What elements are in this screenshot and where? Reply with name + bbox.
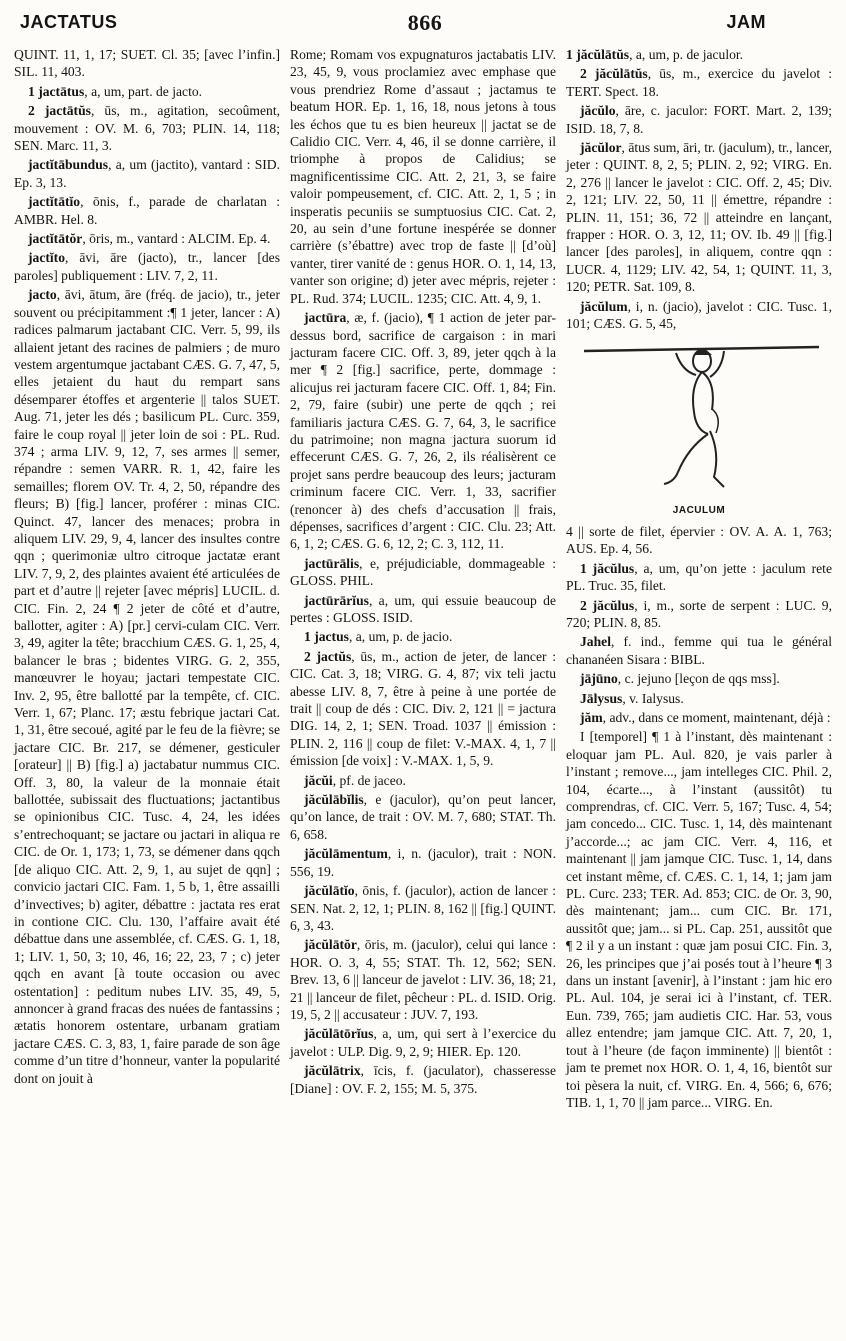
page-number: 866 bbox=[407, 10, 443, 35]
page-header bbox=[14, 6, 836, 46]
left-running-head: JACTATUS bbox=[20, 12, 118, 32]
dictionary-entry: 4 || sorte de filet, épervier : OV. A. A. 1, 763; AUS. Ep. 4, 56. bbox=[566, 523, 832, 557]
dictionary-entry: jactĭtātŏr, ōris, m., vantard : ALCIM. Ep. 4. bbox=[28, 231, 271, 247]
dictionary-entry: Jahel, f. ind., femme qui tua le général chananéen Sisara : BIBL. bbox=[566, 634, 832, 667]
dictionary-entry: jăcŭi, pf. de jaceo. bbox=[304, 772, 406, 788]
dictionary-entry: jăcŭlo, āre, c. jaculor: FORT. Mart. 2, 139; ISID. 18, 7, 8. bbox=[566, 103, 832, 136]
dictionary-entry: jăcŭlātrix, īcis, f. (jaculator), chasseresse [Diane] : OV. F. 2, 155; M. 5, 375. bbox=[290, 1063, 556, 1096]
dictionary-entry: jactūrālis, e, préjudiciable, dommageable : GLOSS. PHIL. bbox=[290, 555, 556, 589]
dictionary-entry: jăm, adv., dans ce moment, maintenant, déjà : bbox=[580, 709, 831, 725]
dictionary-entry: Rome; Romam vos expugnaturos jactabatis LIV. 23, 45, 9, vous proclamiez avec emphase que vous prendriez Rome d’assaut ; jactamus te beatum HOR. Ep. 1, 16, 18, nous jetons à tous les échos que tu es bien heureux || jactat se de Calidio CIC. Verr. 4, 46, il se donne carrière, il triomphe à propos de Calidius; se magnificentissime CIC. Att. 2, 21, 3, se faire valoir pompeusement, cf. CIC. Att. 2, 1, 5 ; in insperatis pecuniis se sumptuosius CIC. Cat. 2, 20, au sein d’une fortune inespérée se donner carrière (s’ébattre) avec trop de faste || [d’où] vanter, tirer vanité de : genus HOR. O. 1, 14, 13, vanter son origine; d) jeter avec mépris, rejeter : PL. Rud. 374; LUCIL. 1235; CIC. Att. 4, 9, 1. bbox=[290, 47, 556, 306]
dictionary-entry: jactūrārĭus, a, um, qui essuie beaucoup de pertes : GLOSS. ISID. bbox=[290, 592, 556, 625]
figure-caption: JACULUM bbox=[672, 504, 726, 516]
dictionary-entry: jăcŭlābĭlis, e (jaculor), qu’on peut lancer, qu’on lance, de trait : OV. M. 7, 680; STAT. Th. 6, 658. bbox=[290, 792, 556, 842]
dictionary-entry: 2 jactātŭs, ūs, m., agitation, secoûment, mouvement : OV. M. 6, 703; PLIN. 14, 118; SEN. Marc. 11, 3. bbox=[14, 103, 280, 154]
dictionary-entry: 2 jăcŭlātŭs, ūs, m., exercice du javelot : TERT. Spect. 18. bbox=[566, 66, 832, 99]
dictionary-entry: jactĭto, āvi, āre (jacto), tr., lancer [des paroles] publiquement : LIV. 7, 2, 11. bbox=[14, 250, 280, 283]
dictionary-entry: 2 jăcŭlus, i, m., sorte de serpent : LUC. 9, 720; PLIN. 8, 85. bbox=[566, 597, 832, 630]
dictionary-entry: jactūra, æ, f. (jacio), ¶ 1 action de jeter par-dessus bord, sacrifice de cargaison : in mari jacturam facere CIC. Off. 3, 89, jeter qqch à la mer ¶ 2 [fig.] sacrifice, perte, dommage : alicujus rei jacturam facere CIC. Off. 1, 84; Fin. 2, 79, faire (subir) une perte de qqch ; rei familiaris jactura CÆS. G. 7, 64, 3, le sacrifice du patrimoine; non magna jactura suorum id effecerunt CÆS. G. 7, 26, 2, ils réalisèrent ce projet sans perdre beaucoup des leurs; jacturam criminum facere CIC. Verr. 1, 33, sacrifier (renoncer à) des chefs d’accusation || frais, dépenses, sacrifices d’argent : CIC. Clu. 23; Att. 6, 1, 2; CÆS. G. 6, 12, 2; C. 3, 112, 11. bbox=[290, 310, 556, 552]
javelin-thrower-figure-icon bbox=[574, 339, 824, 504]
dictionary-entry: jăcŭlātĭo, ōnis, f. (jaculor), action de lancer : SEN. Nat. 2, 12, 1; PLIN. 8, 162 || [fig.] QUINT. 6, 3, 43. bbox=[290, 883, 556, 933]
right-running-head: JAM bbox=[726, 12, 766, 32]
dictionary-entry: jactĭtātĭo, ōnis, f., parade de charlatan : AMBR. Hel. 8. bbox=[14, 194, 280, 227]
dictionary-entry: 1 jactātus, a, um, part. de jacto. bbox=[28, 83, 203, 99]
dictionary-entry: 2 jactŭs, ūs, m., action de jeter, de lancer : CIC. Cat. 3, 18; VIRG. G. 4, 87; vix teli jactu abesse LIV. 8, 7, être à peine à une portée de trait || coup de dés : CIC. Div. 2, 121 || = jactura DIG. 14, 2, 1; SEN. Troad. 1037 || émission : PLIN. 2, 116 || coup de filet: V.-MAX. 4, 1, 7 || émission [de voix] : V.-MAX. 1, 5, 9. bbox=[290, 648, 557, 769]
column-right bbox=[566, 46, 832, 1113]
dictionary-entry: 1 jactus, a, um, p. de jacio. bbox=[304, 629, 453, 645]
jaculum-figure bbox=[566, 339, 832, 519]
dictionary-entry: I [temporel] ¶ 1 à l’instant, dès maintenant : eloquar jam PL. Aul. 820, je vais parler à l’instant ; remove..., jam intelleges CIC. Phil. 2, 104, écarte..., à l’instant (aussitôt) tu comprendras, cf. CIC. Verr. 5, 167; Tusc. 4, 54; jam concedo... CIC. Tusc. 1, 14, dès maintenant j’accorde...; ac jam CIC. Verr. 4, 116, et maintenant || jam jamque CIC. Tusc. 1, 14, dans cet instant même, cf. CÆS. C. 1, 14, 1; jam jam PL. Curc. 233; TER. Ad. 853; CIC. de Or. 3, 90, dès maintenant; jam... cum CIC. Br. 171, aussitôt que; jam... si PL. Cap. 251, aussitôt que ¶ 2 il y a un instant : quæ jam posui CIC. Fin. 3, 26, les principes que j’ai posés tout à l’heure ¶ 3 dans un instant [avenir], à l’instant : jam hic ero PL. Aul. 104, je serai ici à l’instant, cf. TER. Eun. 739, 765; jam audietis CIC. Har. 53, vous allez entendre; jam jamque CIC. Att. 7, 20, 1, tout à l’heure (de façon imminente) || bientôt : jam te premet nox HOR. O. 1, 4, 16, bientôt sur toi pèsera la nuit, cf. VIRG. En. 4, 566; 6, 676; TIB. 1, 1, 70 || jam parce... VIRG. En. bbox=[566, 729, 832, 1110]
dictionary-entry: Jālysus, v. Ialysus. bbox=[580, 690, 684, 706]
dictionary-entry: QUINT. 11, 1, 17; SUET. Cl. 35; [avec l’infin.] SIL. 11, 403. bbox=[14, 47, 280, 80]
dictionary-entry: 1 jăcŭlus, a, um, qu’on jette : jaculum rete PL. Truc. 35, filet. bbox=[566, 560, 832, 594]
dictionary-entry: jacto, āvi, ātum, āre (fréq. de jacio), tr., jeter souvent ou précipitamment :¶ 1 jeter, lancer : A) radices palmarum jactabant CIC. Verr. 5, 99, ils allaient jetant des racines de palmiers ; de muro vestem argentumque jactabant CÆS. G. 7, 47, 5, elles jetaient du haut du rempart sans désemparer étoffes et argenterie || talos SUET. Aug. 71, jeter les dés ; basilicum PL. Curc. 359, faire le coup royal || jeter loin de soi : PL. Rud. 374 ; arma LIV. 9, 12, 7, ses armes || semer, répandre : semen VARR. R. 1, 42, faire les semailles; florem OV. Tr. 4, 2, 50, répandre des fleurs; B) [fig.] lancer, proférer : minas CIC. Quinct. 47, lancer des menaces; probra in aliquem LIV. 29, 9, 4, lancer des insultes contre qqn ; querimoniæ ultro citroque jactatæ erant LIV. 7, 9, 2, des plaintes avaient été articulées de part et d’autre || rejeter [avec mépris] LUCIL. d. CIC. Fin. 2, 24 ¶ 2 jeter de côté et d’autre, ballotter, agiter : A) [pr.] cervi-culam CIC. Verr. 3, 49, agiter la tête; bracchium CÆS. G. 1, 25, 4, balancer le bras ; bidentes VIRG. G. 2, 355, manœuvrer le hoyau; jactari tempestate CIC. Inv. 2, 95, être ballotté par la tempête, cf. CIC. Verr. 1, 67; Planc. 17; æstu febrique jactari Cat. 1, 31, être secoué, agité par le feu de la fièvre; se jactare CIC. Br. 217, se démener, gesticuler [orateur] || B) [fig.] a) jactabatur nummus CIC. Off. 3, 80, la valeur de la monnaie était ballottée, subissait des fluctuations; jactantibus se opinionibus CIC. Tusc. 4, 24, les idées s’entrechoquant; se jactare ou jactari in aliqua re CIC. de Or. 1, 173; 1, 73, se démener dans qqch [de aliquo CIC. Att. 2, 9, 1, au sujet de qqn] ; convicio jactari CIC. Fam. 1, 5 b, 1, être assailli d’invectives; b) agiter, débattre : jactata res erat in contione CIC. Clu. 130, l’affaire avait été débattue dans une assemblée, cf. CÆS. G. 1, 18, 1; LIV. 1, 50, 3; 10, 46, 16; 22, 23, 7 ; c) jeter qqch en avant [à toute occasion ou avec ostentation] : peditum nubes LIV. 35, 49, 5, annoncer à grand fracas des nuées de fantassins ; ætatis honorem ostentare, urbanam gratiam jactare CÆS. C. 3, 83, 1, faire parade de son âge comme d’un titre d’honneur, vanter la popularité dont on jouit à bbox=[14, 287, 280, 1086]
dictionary-entry: jăcŭlāmentum, i, n. (jaculor), trait : NON. 556, 19. bbox=[290, 846, 556, 879]
dictionary-entry: jăcŭlor, ātus sum, āri, tr. (jaculum), tr., lancer, jeter : QUINT. 8, 2, 5; PLIN. 2, 92; VIRG. En. 2, 276 || lancer le javelot : CIC. Off. 2, 45; Div. 2, 121; LIV. 22, 50, 11 || émettre, répandre : PLIN. 11, 151; 36, 72 || atteindre en lançant, frapper : HOR. O. 3, 12, 11; OV. Ib. 49 || [fig.] lancer [des paroles], in aliquem, contre qqn : LUCR. 4, 1129; LIV. 42, 54, 1; QUINT. 11, 3, 120; PETR. Sat. 109, 8. bbox=[566, 140, 833, 295]
dictionary-entry: jăcŭlātŏr, ōris, m. (jaculor), celui qui lance : HOR. O. 3, 4, 55; STAT. Th. 12, 562; SEN. Brev. 13, 6 || lanceur de javelot : LIV. 36, 18; 21, 21 || lanceur de filet, pêcheur : PL. d. ISID. Orig. 19, 5, 2 || accusateur : JUV. 7, 193. bbox=[290, 937, 556, 1022]
column-left bbox=[14, 46, 280, 1113]
dictionary-entry: jājūno, c. jejuno [leçon de qqs mss]. bbox=[580, 671, 780, 687]
column-middle bbox=[290, 46, 556, 1113]
columns bbox=[14, 46, 836, 1113]
dictionary-entry: jăcŭlum, i, n. (jacio), javelot : CIC. Tusc. 1, 101; CÆS. G. 5, 45, bbox=[566, 298, 832, 332]
dictionary-entry: 1 jăcŭlātŭs, a, um, p. de jaculor. bbox=[566, 47, 744, 62]
dictionary-entry: jactĭtābundus, a, um (jactito), vantard : SID. Ep. 3, 13. bbox=[14, 157, 280, 190]
dictionary-entry: jăcŭlātōrĭus, a, um, qui sert à l’exercice du javelot : ULP. Dig. 9, 2, 9; HIER. Ep. 120. bbox=[290, 1026, 556, 1059]
